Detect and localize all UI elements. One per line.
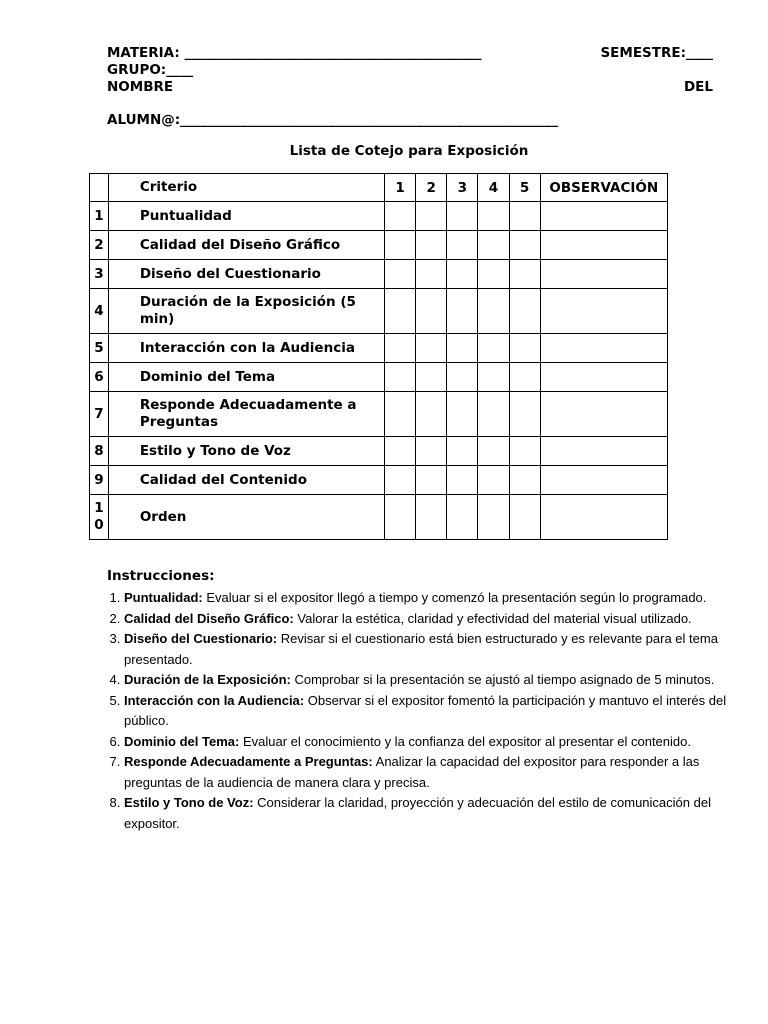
list-item [124,588,749,609]
table-row [90,289,668,334]
instruction-term: Puntualidad: [124,590,203,605]
list-item [124,732,749,753]
row-criterio: Estilo y Tono de Voz [108,437,384,466]
score-cell-2[interactable] [416,392,447,437]
score-cell-2[interactable] [416,495,447,540]
score-cell-3[interactable] [447,334,478,363]
instruction-term: Duración de la Exposición: [124,672,291,687]
del-label: DEL [683,79,713,95]
score-cell-1[interactable] [385,437,416,466]
score-cell-3[interactable] [447,260,478,289]
header-score-4: 4 [478,174,509,202]
score-cell-1[interactable] [385,231,416,260]
row-criterio: Interacción con la Audiencia [108,334,384,363]
score-cell-3[interactable] [447,392,478,437]
row-criterio: Calidad del Contenido [108,466,384,495]
header-row-nombre [107,79,713,96]
header-score-5: 5 [509,174,540,202]
score-cell-5[interactable] [509,495,540,540]
row-criterio: Dominio del Tema [108,363,384,392]
instruction-text: Evaluar el conocimiento y la confianza del expositor al presentar el contenido. [239,733,691,749]
score-cell-1[interactable] [385,495,416,540]
row-number: 5 [90,334,109,363]
score-cell-4[interactable] [478,392,509,437]
table-header-row [90,174,668,202]
instruction-term: Interacción con la Audiencia: [124,692,305,708]
score-cell-2[interactable] [416,466,447,495]
page-title: Lista de Cotejo para Exposición [289,143,529,159]
row-criterio: Diseño del Cuestionario [108,260,384,289]
instructions-title: Instrucciones: [107,568,215,584]
row-number: 1 [90,202,109,231]
list-item [124,629,749,670]
score-cell-2[interactable] [416,260,447,289]
instruction-text: Comprobar si la presentación se ajustó al tiempo asignado de 5 minutos. [290,672,715,687]
row-number: 9 [90,466,109,495]
header-score-3: 3 [447,174,478,202]
score-cell-1[interactable] [385,289,416,334]
score-cell-2[interactable] [416,363,447,392]
score-cell-2[interactable] [416,334,447,363]
instruction-term: Estilo y Tono de Voz: [124,795,254,810]
header-num-cell [90,174,109,202]
instruction-text: Observar si el expositor fomentó la participación y mantuvo el interés del público. [124,692,727,728]
score-cell-3[interactable] [447,231,478,260]
table-row [90,392,668,437]
table-row [90,466,668,495]
score-cell-1[interactable] [385,466,416,495]
nombre-label: NOMBRE [107,79,174,95]
observacion-cell[interactable] [540,363,667,392]
observacion-cell[interactable] [540,260,667,289]
observacion-cell[interactable] [540,466,667,495]
score-cell-4[interactable] [478,466,509,495]
instruction-text: Considerar la claridad, proyección y adecuación del estilo de comunicación del expositor. [124,795,711,831]
semestre-field: SEMESTRE:____ [600,45,713,61]
row-number: 6 [90,363,109,392]
score-cell-5[interactable] [509,437,540,466]
row-number: 8 [90,437,109,466]
materia-field: MATERIA: ____________________________________________ [107,45,482,61]
score-cell-3[interactable] [447,289,478,334]
row-criterio: Calidad del Diseño Gráfico [108,231,384,260]
header-observacion: OBSERVACIÓN [540,174,667,202]
score-cell-2[interactable] [416,437,447,466]
score-cell-3[interactable] [447,363,478,392]
instruction-text: Revisar si el cuestionario está bien estructurado y es relevante para el tema presentado. [124,631,718,667]
score-cell-5[interactable] [509,363,540,392]
row-number: 10 [90,495,109,540]
alumno-field: ALUMN@:________________________________________________________ [107,112,559,128]
score-cell-5[interactable] [509,231,540,260]
score-cell-3[interactable] [447,202,478,231]
score-cell-4[interactable] [478,231,509,260]
score-cell-1[interactable] [385,202,416,231]
row-criterio: Responde Adecuadamente a Preguntas [108,392,384,437]
observacion-cell[interactable] [540,495,667,540]
list-item [124,793,749,834]
checklist-table [89,173,668,540]
score-cell-4[interactable] [478,437,509,466]
instruction-term: Dominio del Tema: [124,733,240,749]
instructions-list [96,588,749,834]
table-row [90,334,668,363]
row-criterio: Puntualidad [108,202,384,231]
score-cell-1[interactable] [385,334,416,363]
row-criterio: Duración de la Exposición (5 min) [108,289,384,334]
observacion-cell[interactable] [540,202,667,231]
instruction-term: Diseño del Cuestionario: [124,631,278,646]
row-number: 2 [90,231,109,260]
row-number: 4 [90,289,109,334]
score-cell-5[interactable] [509,466,540,495]
observacion-cell[interactable] [540,334,667,363]
list-item [124,670,749,691]
instruction-text: Analizar la capacidad del expositor para responder a las preguntas de la audiencia de manera clara y precisa. [124,754,700,790]
list-item [124,752,749,793]
score-cell-4[interactable] [478,202,509,231]
observacion-cell[interactable] [540,437,667,466]
header-row-grupo [107,62,713,79]
score-cell-2[interactable] [416,202,447,231]
score-cell-5[interactable] [509,202,540,231]
score-cell-2[interactable] [416,289,447,334]
score-cell-4[interactable] [478,363,509,392]
score-cell-4[interactable] [478,495,509,540]
table-row [90,202,668,231]
list-item [124,691,749,732]
instruction-term: Calidad del Diseño Gráfico: [124,610,294,626]
grupo-field: GRUPO:____ [107,62,194,78]
score-cell-5[interactable] [509,289,540,334]
header-score-1: 1 [385,174,416,202]
score-cell-1[interactable] [385,392,416,437]
row-number: 7 [90,392,109,437]
observacion-cell[interactable] [540,392,667,437]
table-row [90,363,668,392]
header-row-alumno [107,112,713,129]
score-cell-1[interactable] [385,363,416,392]
table-row [90,495,668,540]
row-criterio: Orden [108,495,384,540]
score-cell-1[interactable] [385,260,416,289]
observacion-cell[interactable] [540,289,667,334]
score-cell-4[interactable] [478,289,509,334]
instruction-term: Responde Adecuadamente a Preguntas: [124,754,373,769]
document-header [107,45,713,129]
score-cell-3[interactable] [447,495,478,540]
table-row [90,231,668,260]
row-number: 3 [90,260,109,289]
header-row-materia [107,45,713,62]
instruction-text: Valorar la estética, claridad y efectividad del material visual utilizado. [293,610,692,626]
list-item [124,609,749,630]
score-cell-3[interactable] [447,466,478,495]
table-row [90,437,668,466]
score-cell-5[interactable] [509,334,540,363]
score-cell-4[interactable] [478,260,509,289]
score-cell-5[interactable] [509,392,540,437]
score-cell-4[interactable] [478,334,509,363]
instruction-text: Evaluar si el expositor llegó a tiempo y comenzó la presentación según lo programado. [202,590,707,605]
score-cell-2[interactable] [416,231,447,260]
score-cell-5[interactable] [509,260,540,289]
header-score-2: 2 [416,174,447,202]
table-row [90,260,668,289]
observacion-cell[interactable] [540,231,667,260]
header-criterio: Criterio [108,174,384,202]
score-cell-3[interactable] [447,437,478,466]
